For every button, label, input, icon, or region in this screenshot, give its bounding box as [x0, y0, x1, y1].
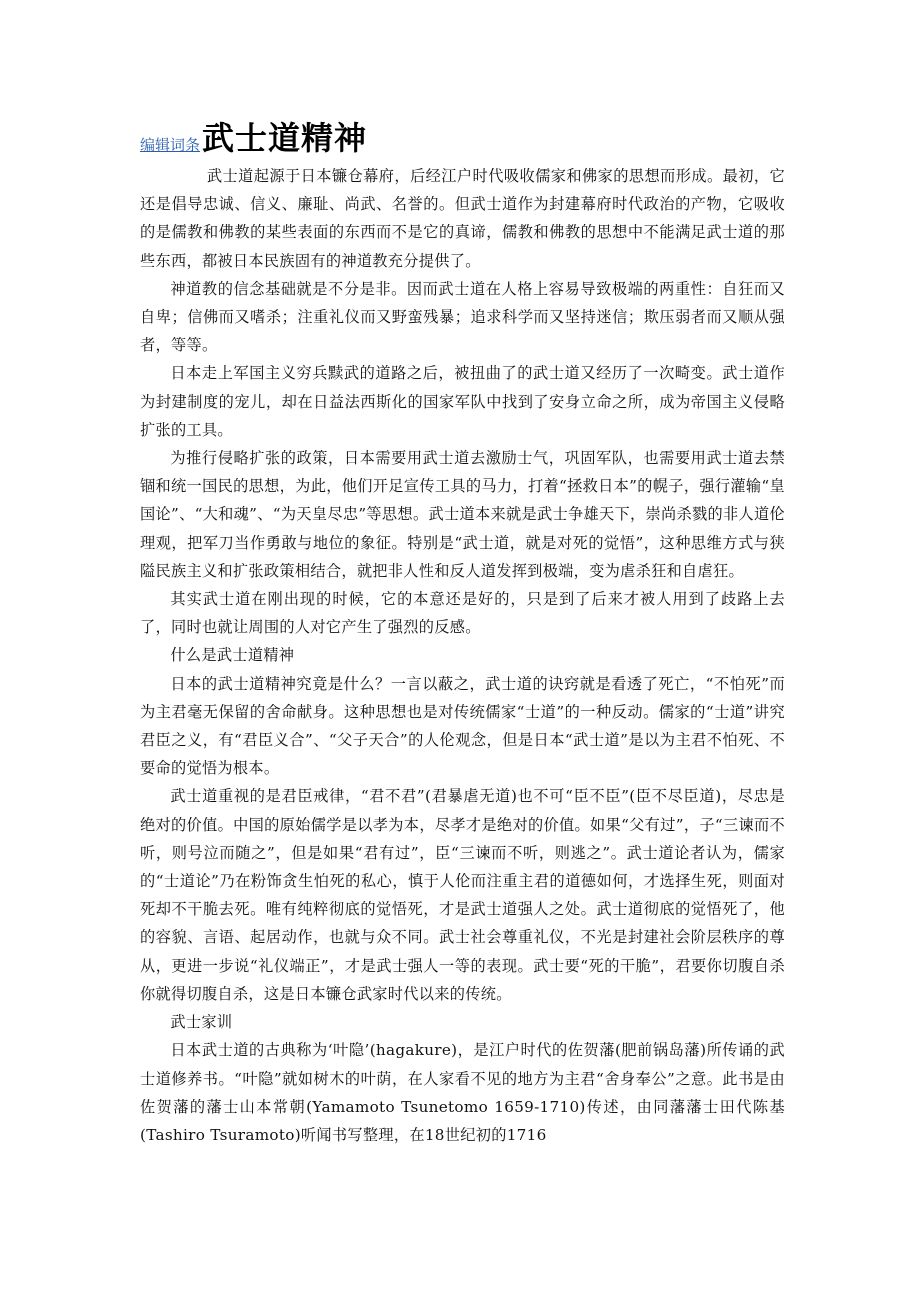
title-line: [140, 112, 785, 158]
paragraph: 日本的武士道精神究竟是什么？一言以蔽之，武士道的诀窍就是看透了死亡，“不怕死”而为主君毫无保留的舍命献身。这种思想也是对传统儒家“士道”的一种反动。儒家的“士道”讲究君臣之义，有“君臣义合”、“父子天合”的人伦观念，但是日本“武士道”是以为主君不怕死、不要命的觉悟为根本。: [140, 674, 785, 778]
page-title: 武士道精神: [202, 119, 368, 157]
paragraph: 神道教的信念基础就是不分是非。因而武士道在人格上容易导致极端的两重性：自狂而又自卑；信佛而又嗜杀；注重礼仪而又野蛮残暴；追求科学而又坚持迷信；欺压弱者而又顺从强者，等等。: [140, 279, 785, 355]
paragraph: 武士道起源于日本镰仓幕府，后经江户时代吸收儒家和佛家的思想而形成。最初，它还是倡导忠诚、信义、廉耻、尚武、名誉的。但武士道作为封建幕府时代政治的产物，它吸收的是儒教和佛教的某些表面的东西而不是它的真谛，儒教和佛教的思想中不能满足武士道的那些东西，都被日本民族固有的神道教充分提供了。: [140, 167, 785, 270]
section-heading-samurai-family-precepts: 武士家训: [170, 1013, 233, 1032]
paragraph: 为推行侵略扩张的政策，日本需要用武士道去激励士气，巩固军队，也需要用武士道去禁锢和统一国民的思想，为此，他们开足宣传工具的马力，打着“拯救日本”的幌子，强行灌输“皇国论”、“大和魂”、“为天皇尽忠”等思想。武士道本来就是武士争雄天下，崇尚杀戮的非人道伦理观，把军刀当作勇敢与地位的象征。特别是“武士道，就是对死的觉悟”，这种思维方式与狭隘民族主义和扩张政策相结合，就把非人性和反人道发挥到极端，变为虐杀狂和自虐狂。: [140, 449, 785, 580]
edit-entry-link[interactable]: 编辑词条: [140, 136, 201, 154]
paragraph: 日本走上军国主义穷兵黩武的道路之后，被扭曲了的武士道又经历了一次畸变。武士道作为封建制度的宠儿，却在日益法西斯化的国家军队中找到了安身立命之所，成为帝国主义侵略扩张的工具。: [140, 364, 785, 439]
paragraph: 武士道重视的是君臣戒律，“君不君”(君暴虐无道)也不可“臣不臣”(臣不尽臣道)，尽忠是绝对的价值。中国的原始儒学是以孝为本，尽孝才是绝对的价值。如果“父有过”，子“三谏而不听，则号泣而随之”，但是如果“君有过”，臣“三谏而不听，则逃之”。武士道论者认为，儒家的“士道论”乃在粉饰贪生怕死的私心，慎于人伦而注重主君的道德如何，才选择生死，则面对死却不干脆去死。唯有纯粹彻底的觉悟死，才是武士道强人之处。武士道彻底的觉悟死了，他的容貌、言语、起居动作，也就与众不同。武士社会尊重礼仪，不光是封建社会阶层秩序的尊从，更进一步说“礼仪端正”，才是武士强人一等的表现。武士要“死的干脆”，君要你切腹自杀你就得切腹自杀，这是日本镰仓武家时代以来的传统。: [140, 787, 785, 1003]
section-heading-what-is-bushido: 什么是武士道精神: [170, 646, 295, 665]
paragraph: 其实武士道在刚出现的时候，它的本意还是好的，只是到了后来才被人用到了歧路上去了，同时也就让周围的人对它产生了强烈的反感。: [140, 590, 785, 637]
paragraph: 日本武士道的古典称为‘叶隐’(hagakure)，是江户时代的佐贺藩(肥前锅岛藩)所传诵的武士道修养书。“叶隐”就如树木的叶荫，在人家看不见的地方为主君“舍身奉公”之意。此书是由佐贺藩的藩士山本常朝(Yamamoto Tsunetomo 1659-1710)传述，由同藩藩士田代陈基(Tashiro Tsuramoto)听闻书写整理，在18世纪初的1716: [140, 1041, 785, 1144]
document-page: [140, 112, 785, 1149]
